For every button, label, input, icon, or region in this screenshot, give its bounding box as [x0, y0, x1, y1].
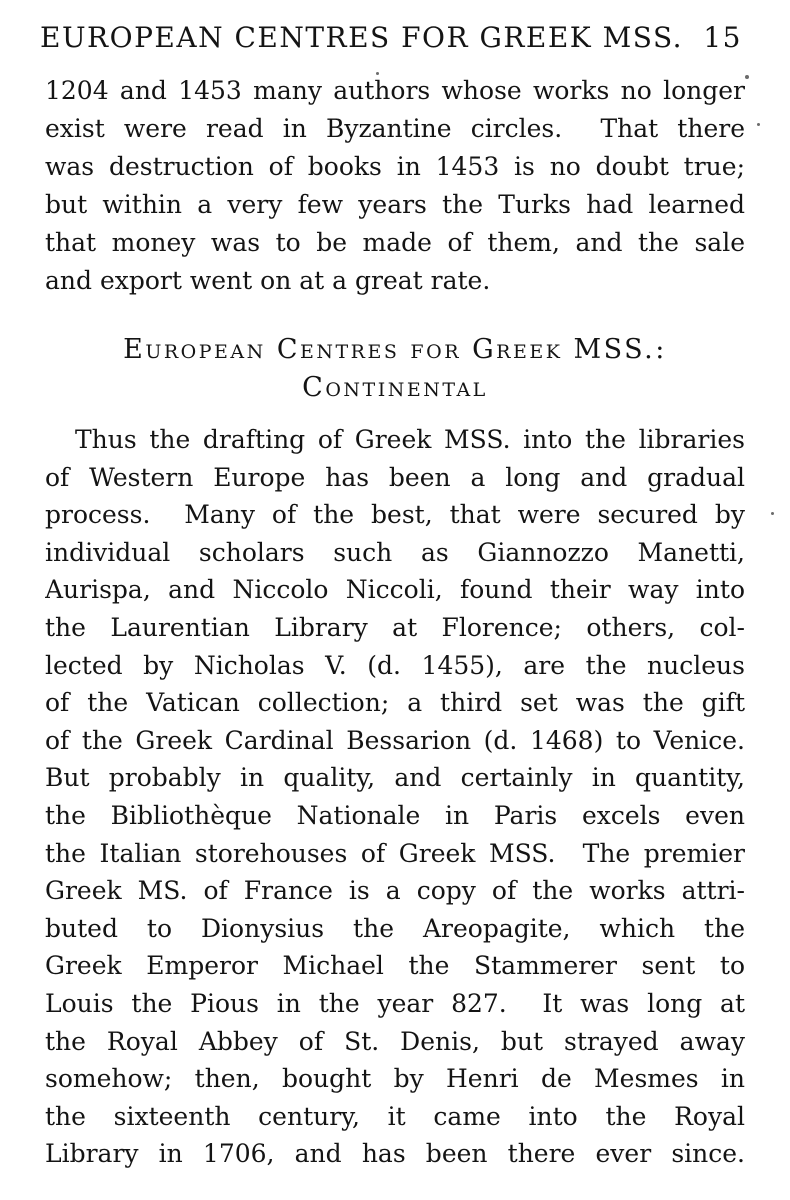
- text-line: but within a very few years the Turks had learned: [45, 190, 745, 219]
- text-line: of the Vatican collection; a third set was the gift: [45, 688, 745, 718]
- text-line: Greek Emperor Michael the Stammerer sent to: [45, 951, 745, 981]
- text-line: of the Greek Cardinal Bessarion (d. 1468) to Venice.: [45, 725, 745, 755]
- scan-speck: [376, 72, 379, 75]
- section-heading-line-2: Continental: [302, 372, 488, 403]
- scan-speck: [745, 75, 749, 79]
- text-line: of Western Europe has been a long and gradual: [45, 462, 745, 492]
- running-header-title: EUROPEAN CENTRES FOR GREEK MSS.: [40, 21, 684, 54]
- text-line: Louis the Pious in the year 827. It was long at: [45, 988, 745, 1018]
- text-line: the sixteenth century, it came into the Royal: [45, 1101, 745, 1131]
- scan-speck: [757, 123, 760, 126]
- text-line: process. Many of the best, that were secured by: [45, 500, 745, 530]
- text-line: But probably in quality, and certainly in quantity,: [45, 763, 745, 793]
- paragraph-continental: [45, 421, 745, 1173]
- text-line: Library in 1706, and has been there ever since.: [45, 1139, 745, 1169]
- text-line: somehow; then, bought by Henri de Mesmes in: [45, 1064, 745, 1094]
- paragraph-continuation: [45, 72, 745, 300]
- text-line: individual scholars such as Giannozzo Manetti,: [45, 537, 745, 567]
- page-number: 15: [703, 21, 742, 54]
- scan-speck: [771, 512, 774, 515]
- text-line: 1204 and 1453 many authors whose works no longer: [45, 76, 745, 105]
- text-line: Greek MS. of France is a copy of the works attri-: [45, 876, 745, 906]
- text-line: the Royal Abbey of St. Denis, but strayed away: [45, 1026, 745, 1056]
- text-line: the Bibliothèque Nationale in Paris excels even: [45, 800, 745, 830]
- section-heading: [45, 331, 745, 407]
- text-line: exist were read in Byzantine circles. That there: [45, 114, 745, 143]
- text-line: that money was to be made of them, and the sale: [45, 228, 745, 257]
- running-header: [40, 21, 742, 54]
- text-line: Thus the drafting of Greek MSS. into the libraries: [75, 425, 745, 454]
- text-line: the Italian storehouses of Greek MSS. The premier: [45, 838, 745, 868]
- text-line: buted to Dionysius the Areopagite, which the: [45, 913, 745, 943]
- text-line: and export went on at a great rate.: [45, 266, 491, 295]
- text-line: the Laurentian Library at Florence; others, col-: [45, 612, 745, 642]
- text-line: Aurispa, and Niccolo Niccoli, found their way into: [45, 575, 745, 605]
- text-line: was destruction of books in 1453 is no doubt true;: [45, 152, 745, 181]
- section-heading-line-1: European Centres for Greek MSS.:: [123, 334, 667, 365]
- text-line: lected by Nicholas V. (d. 1455), are the nucleus: [45, 650, 745, 680]
